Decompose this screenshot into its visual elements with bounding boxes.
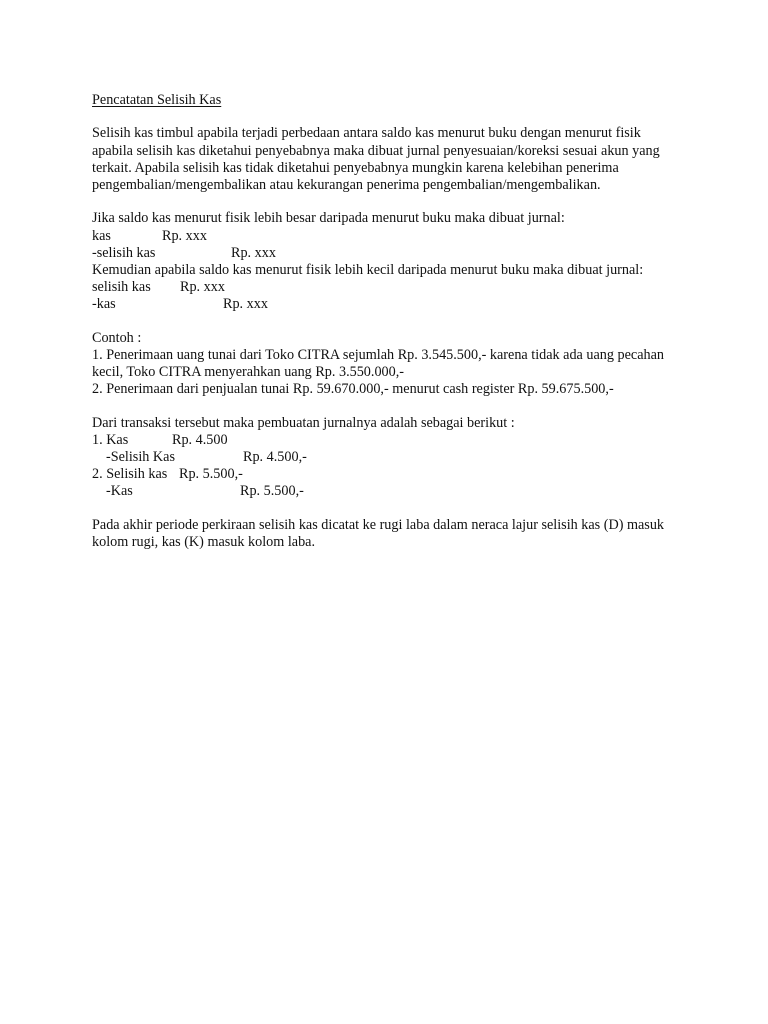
journal-row <box>92 296 692 313</box>
credit-amount: Rp. xxx <box>223 296 268 313</box>
example-heading: Contoh : <box>92 329 142 346</box>
document-page <box>92 92 692 551</box>
intro-line: Selisih kas timbul apabila terjadi perbedaan antara saldo kas menurut buku dengan menurut fisik <box>92 125 641 142</box>
case1-text: Jika saldo kas menurut fisik lebih besar daripada menurut buku maka dibuat jurnal: <box>92 210 565 227</box>
debit-amount: Rp. 5.500,- <box>179 466 243 483</box>
credit-account: -Selisih Kas <box>106 448 175 465</box>
closing-line: Pada akhir periode perkiraan selisih kas dicatat ke rugi laba dalam neraca lajur selisih kas (D) masuk <box>92 516 665 533</box>
intro-line: apabila selisih kas diketahui penyebabnya maka dibuat jurnal penyesuaian/koreksi sesuai akun yang <box>92 142 660 159</box>
debit-account: kas <box>92 227 111 244</box>
closing-paragraph <box>92 517 692 551</box>
journal-row <box>92 432 692 449</box>
journal-row <box>92 449 692 466</box>
debit-account: 1. Kas <box>92 431 129 448</box>
journal-row <box>92 279 692 296</box>
intro-line: terkait. Apabila selisih kas tidak diketahui penyebabnya mungkin karena kelebihan penerima <box>92 159 619 176</box>
credit-account: -kas <box>92 296 116 313</box>
example-line: 1. Penerimaan uang tunai dari Toko CITRA sejumlah Rp. 3.545.500,- karena tidak ada uang pecahan <box>92 346 665 363</box>
journal-intro: Dari transaksi tersebut maka pembuatan jurnalnya adalah sebagai berikut : <box>92 414 515 431</box>
case2-text: Kemudian apabila saldo kas menurut fisik lebih kecil daripada menurut buku maka dibuat jurnal: <box>92 261 644 278</box>
credit-account: -Kas <box>106 483 133 500</box>
intro-paragraph <box>92 125 692 194</box>
debit-account: 2. Selisih kas <box>92 466 168 483</box>
credit-amount: Rp. 5.500,- <box>240 483 304 500</box>
case-fisik-lebih-besar <box>92 210 692 262</box>
journal-section <box>92 415 692 501</box>
journal-row <box>92 228 692 245</box>
debit-account: selisih kas <box>92 279 151 296</box>
closing-line: kolom rugi, kas (K) masuk kolom laba. <box>92 533 316 550</box>
case-fisik-lebih-kecil <box>92 262 692 314</box>
example-section <box>92 330 692 399</box>
document-title: Pencatatan Selisih Kas <box>92 92 222 108</box>
debit-amount: Rp. xxx <box>180 279 225 296</box>
intro-line: pengembalian/mengembalikan atau kekurangan penerima pengembalian/mengembalikan. <box>92 176 601 193</box>
debit-amount: Rp. 4.500 <box>172 431 228 448</box>
journal-row <box>92 483 692 500</box>
journal-row <box>92 245 692 262</box>
credit-amount: Rp. xxx <box>231 244 276 261</box>
journal-row <box>92 466 692 483</box>
credit-account: -selisih kas <box>92 244 156 261</box>
credit-amount: Rp. 4.500,- <box>243 448 307 465</box>
example-line: 2. Penerimaan dari penjualan tunai Rp. 59.670.000,- menurut cash register Rp. 59.675.500,- <box>92 381 614 398</box>
example-line: kecil, Toko CITRA menyerahkan uang Rp. 3.550.000,- <box>92 364 404 380</box>
debit-amount: Rp. xxx <box>162 227 207 244</box>
